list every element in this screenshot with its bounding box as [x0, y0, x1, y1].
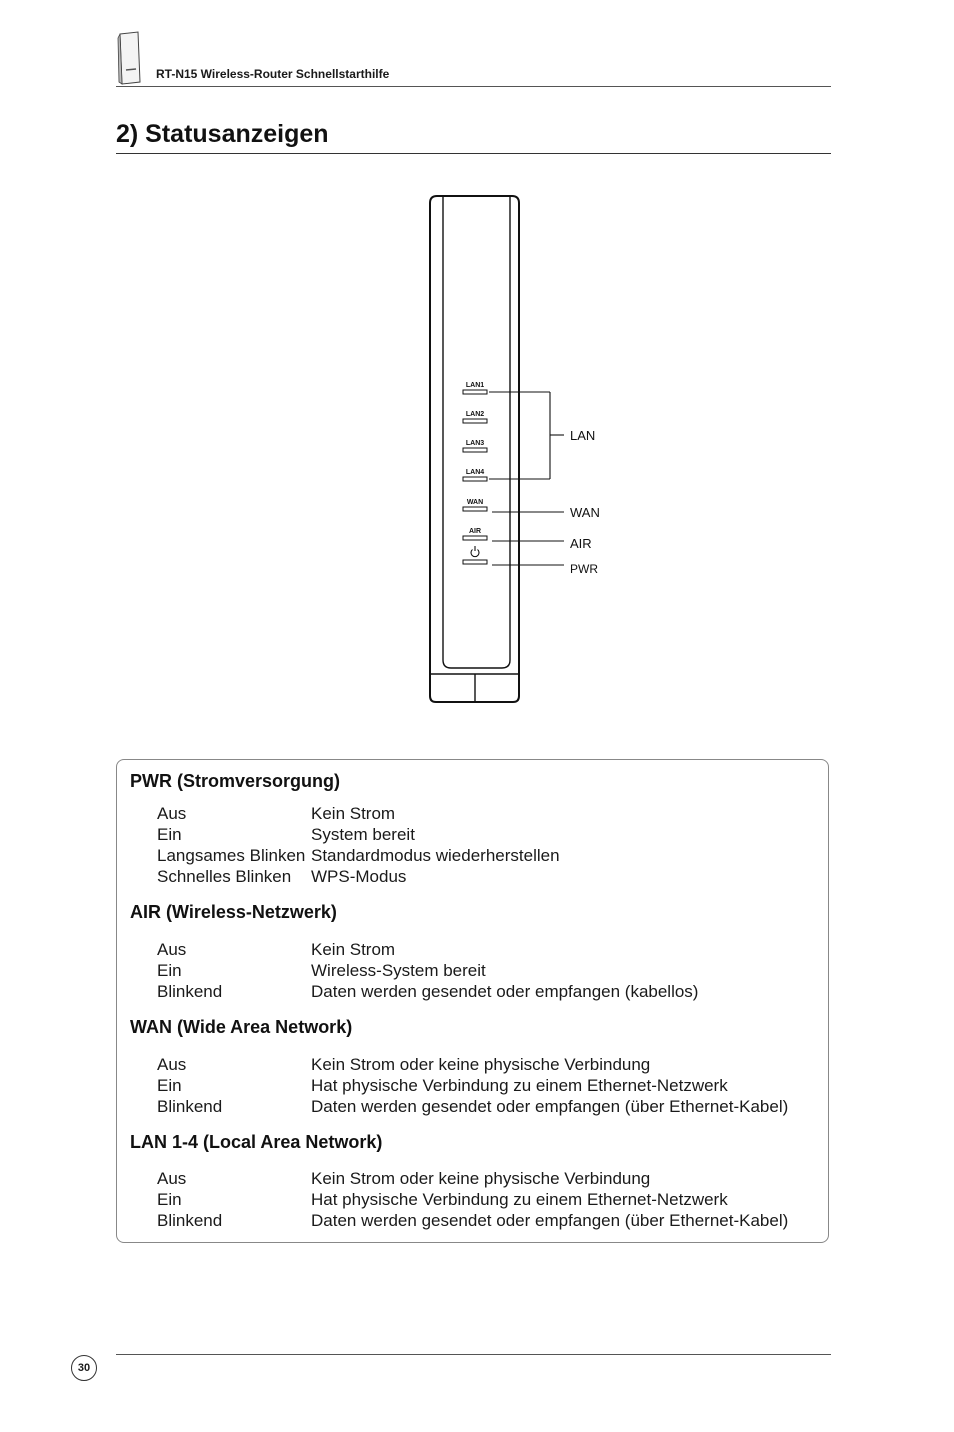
- led-air: [463, 536, 487, 540]
- status-state: Blinkend: [157, 1097, 223, 1116]
- callout-air: AIR: [570, 536, 592, 551]
- status-desc: Daten werden gesendet oder empfangen (kabellos): [311, 982, 699, 1001]
- pwr-heading: PWR (Stromversorgung): [130, 771, 341, 791]
- led-label-lan3: LAN3: [465, 440, 485, 447]
- status-desc: Kein Strom oder keine physische Verbindung: [311, 1055, 651, 1074]
- air-heading: AIR (Wireless-Netzwerk): [130, 902, 337, 922]
- lan-heading: LAN 1-4 (Local Area Network): [130, 1132, 383, 1152]
- led-label-air: AIR: [468, 528, 482, 535]
- led-wan: [463, 507, 487, 511]
- led-lan1: [463, 390, 487, 394]
- status-state: Aus: [157, 1169, 187, 1188]
- status-state: Aus: [157, 1055, 187, 1074]
- led-label-wan: WAN: [466, 499, 484, 506]
- status-state: Schnelles Blinken: [157, 867, 292, 886]
- status-desc: Standardmodus wiederherstellen: [311, 846, 560, 865]
- led-lan2: [463, 419, 487, 423]
- callout-lines: [489, 392, 564, 565]
- section-title: 2) Statusanzeigen: [116, 120, 329, 148]
- status-state: Ein: [157, 1076, 182, 1095]
- power-icon: [471, 546, 479, 557]
- status-state: Blinkend: [157, 982, 223, 1001]
- status-desc: Daten werden gesendet oder empfangen (über Ethernet-Kabel): [311, 1211, 789, 1230]
- router-body: [430, 196, 519, 702]
- wan-heading: WAN (Wide Area Network): [130, 1017, 353, 1037]
- led-lan3: [463, 448, 487, 452]
- status-desc: Hat physische Verbindung zu einem Ethernet-Netzwerk: [311, 1190, 728, 1209]
- status-desc: Daten werden gesendet oder empfangen (über Ethernet-Kabel): [311, 1097, 789, 1116]
- status-state: Aus: [157, 940, 187, 959]
- status-state: Blinkend: [157, 1211, 223, 1230]
- status-desc: Kein Strom oder keine physische Verbindung: [311, 1169, 651, 1188]
- status-desc: System bereit: [311, 825, 415, 844]
- status-state: Langsames Blinken: [157, 846, 306, 865]
- led-label-lan4: LAN4: [465, 469, 485, 476]
- footer-divider: [116, 1354, 831, 1355]
- status-desc: WPS-Modus: [311, 867, 407, 886]
- status-state: Ein: [157, 1190, 182, 1209]
- status-state: Ein: [157, 825, 182, 844]
- led-lan4: [463, 477, 487, 481]
- header-title: RT-N15 Wireless-Router Schnellstarthilfe: [156, 67, 390, 81]
- page-number: 30: [71, 1355, 97, 1381]
- status-table: [116, 759, 829, 1243]
- callout-lan: LAN: [570, 428, 596, 443]
- led-label-lan1: LAN1: [465, 382, 485, 389]
- status-state: Aus: [157, 804, 187, 823]
- led-label-lan2: LAN2: [465, 411, 485, 418]
- callout-pwr: PWR: [570, 562, 598, 576]
- callout-wan: WAN: [570, 505, 600, 520]
- status-desc: Hat physische Verbindung zu einem Ethernet-Netzwerk: [311, 1076, 728, 1095]
- status-state: Ein: [157, 961, 182, 980]
- led-pwr: [463, 560, 487, 564]
- status-desc: Kein Strom: [311, 804, 396, 823]
- status-desc: Wireless-System bereit: [311, 961, 486, 980]
- status-desc: Kein Strom: [311, 940, 396, 959]
